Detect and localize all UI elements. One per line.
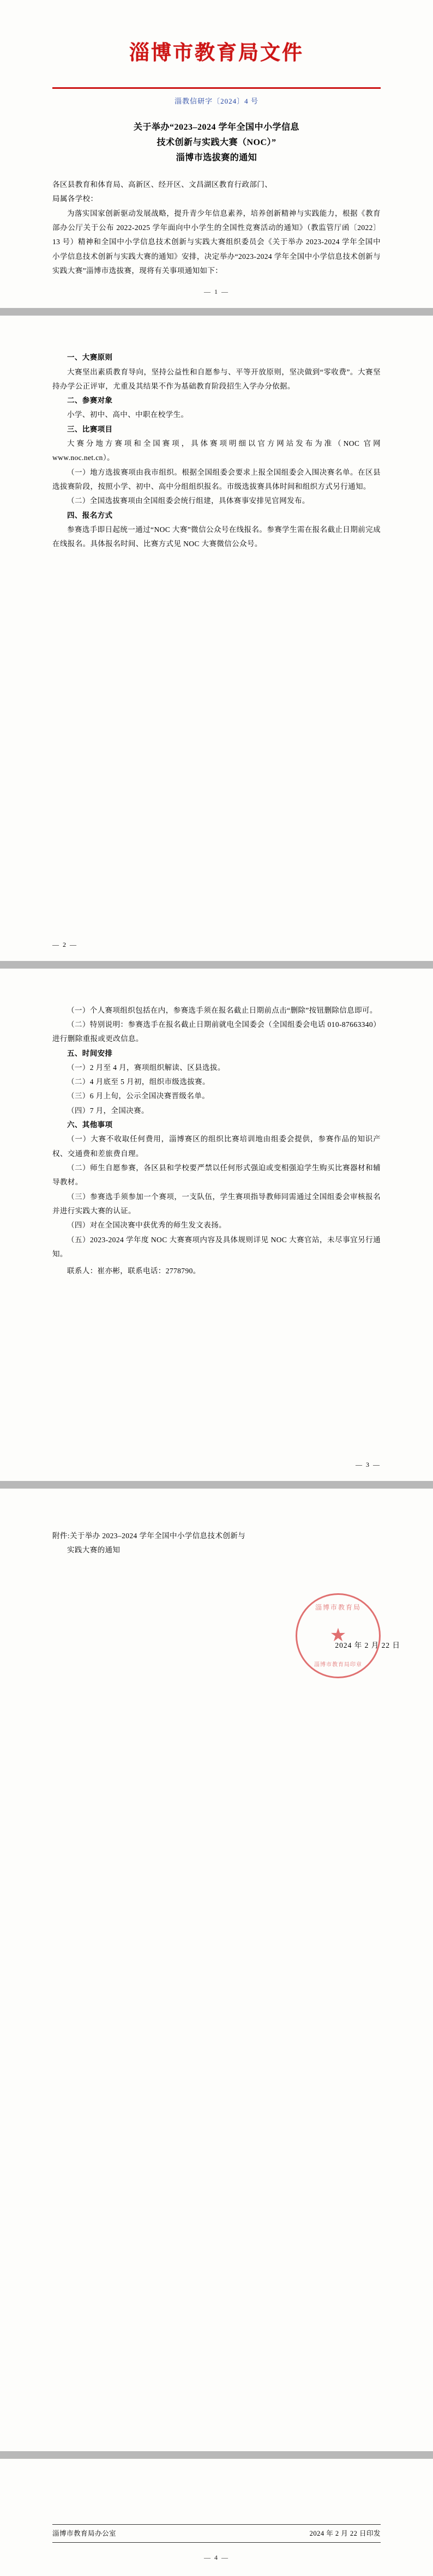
page-gap bbox=[0, 1481, 433, 1489]
signature-area bbox=[0, 1574, 433, 1688]
other-item-5: （五）2023-2024 学年度 NOC 大赛赛项内容及具体规则详见 NOC 大赛官站，未尽事宜另行通知。 bbox=[52, 1235, 381, 1258]
section-registration-p1: 参赛选手即日起统一通过“NOC 大赛”微信公众号在线报名。参赛学生需在报名截止日期前完成在线报名。具体报名时间、比赛方式见 NOC 大赛微信公众号。 bbox=[52, 525, 381, 548]
schedule-item-4: （四）7 月，全国决赛。 bbox=[67, 1106, 149, 1115]
recipient-line-1: 各区县教育和体育局、高新区、经开区、文昌湖区教育行政部门、 bbox=[52, 180, 273, 189]
page-title bbox=[52, 120, 381, 166]
recipient-line-2: 局属各学校： bbox=[52, 195, 98, 203]
page4-blank-space-2 bbox=[0, 2070, 433, 2451]
page-gap bbox=[0, 2451, 433, 2459]
attachment-block bbox=[52, 1529, 381, 1558]
page2-blank-space bbox=[0, 552, 433, 933]
seal-bottom-text: 淄博市教育局印章 bbox=[314, 1662, 362, 1668]
section-heading-events: 三、比赛项目 bbox=[67, 425, 113, 433]
schedule-item-3: （三）6 月上旬，公示全国决赛晋级名单。 bbox=[67, 1092, 210, 1100]
section-principles-p1: 大赛坚出素质教育导向，坚持公益性和自愿参与、平等开放原则，坚决做到“零收费”。大赛坚持办学公正评审，尤重及其结果不作为基础教育阶段招生入学办分依据。 bbox=[52, 367, 381, 390]
page4-blank-space bbox=[0, 1688, 433, 2070]
section-events-p1: 大赛分地方赛项和全国赛项，具体赛项明细以官方网站发布为准（NOC 官网 www.noc.net.cn）。 bbox=[52, 439, 381, 462]
page-number-1: — 1 — bbox=[204, 288, 229, 296]
schedule-item-1: （一）2 月至 4 月，赛项组织解读、区县选拔。 bbox=[67, 1063, 225, 1072]
title-line-1: 关于举办“2023–2024 学年全国中小学信息 bbox=[133, 123, 299, 132]
other-item-3: （三）参赛选手须参加一个赛项，一支队伍，学生赛项指导教师同需通过全国组委会审核报名并进行实践大赛的认证。 bbox=[52, 1192, 381, 1215]
section-heading-other: 六、其他事项 bbox=[67, 1121, 113, 1129]
section-participants-p1: 小学、初中、高中、中职在校学生。 bbox=[67, 410, 189, 419]
seal-top-text: 淄博市教育局 bbox=[315, 1604, 361, 1612]
contact-line: 联系人：崔亦彬，联系电话：2778790。 bbox=[67, 1267, 201, 1275]
page-number-3: — 3 — bbox=[356, 1460, 381, 1468]
attachment-line-2: 实践大赛的通知 bbox=[67, 1545, 121, 1554]
document-page-5 bbox=[0, 2459, 433, 2576]
title-line-2: 技术创新与实践大赛（NOC）” bbox=[157, 138, 276, 147]
page5-top-space bbox=[0, 2459, 433, 2524]
page3-lead-p2: （二）特别说明：参赛选手在报名截止日期前就电全国委会（全国组委会电话 010-87663340）进行删除重报或更改信息。 bbox=[52, 1020, 381, 1043]
section-events-p2: （一）地方选拔赛项由我市组织。根据全国组委会要求上报全国组委会入围决赛名单。在区县选拔赛阶段，按照小学、初中、高中分组组织报名。市级选拔赛具体时间和组织方式另行通知。 bbox=[52, 468, 381, 491]
document-header-title: 淄博市教育局文件 bbox=[129, 42, 304, 64]
section-heading-registration: 四、报名方式 bbox=[67, 511, 113, 519]
page-number-2: — 2 — bbox=[52, 940, 77, 948]
title-line-3: 淄博市选拔赛的通知 bbox=[176, 153, 257, 162]
signature-date: 2024 年 2 月 22 日 bbox=[335, 1641, 400, 1650]
header-red-rule bbox=[52, 87, 381, 89]
other-item-2: （二）师生自愿参赛，各区县和学校要严禁以任何形式强迫或变相强迫学生购买比赛器材和辅导教材。 bbox=[52, 1164, 381, 1187]
intro-paragraph: 为落实国家创新驱动发展战略，提升青少年信息素养，培养创新精神与实践能力，根据《教育部办公厅关于公布 2022-2025 学年面向中小学生的全国性竞赛活动的通知》（教监管厅函〔2022〕13 号）精神和全国中小学信息技术创新与实践大赛组织委员会《关于举办 2023-2024 学年全国中小学信息技术创新与实践大赛的通知》安排，决定举办“2023-2024 学年全国中小学信息技术创新与实践大赛”淄博市选拔赛，现将有关事项通知如下： bbox=[52, 209, 381, 275]
section-heading-principles: 一、大赛原则 bbox=[67, 353, 113, 362]
document-page-1 bbox=[0, 0, 433, 308]
page3-lead-p1: （一）个人赛项组织包括在内，参赛选手须在报名截止日期前点击“删除”按钮删除信息即可。 bbox=[67, 1006, 377, 1014]
footer-issuer: 淄博市教育局办公室 bbox=[52, 2530, 117, 2538]
page-gap bbox=[0, 961, 433, 969]
footer-row bbox=[52, 2525, 381, 2542]
document-page-4 bbox=[0, 1489, 433, 2452]
official-seal-icon bbox=[296, 1593, 381, 1678]
footer-print-date: 2024 年 2 月 22 日印发 bbox=[309, 2530, 381, 2538]
other-item-1: （一）大赛不收取任何费用，淄博赛区的组织比赛培训地由组委会提供，参赛作品的知识产权、交通费和差旅费自理。 bbox=[52, 1135, 381, 1158]
page-number-4: — 4 — bbox=[204, 2554, 229, 2562]
document-page-3 bbox=[0, 969, 433, 1481]
document-page-2 bbox=[0, 316, 433, 960]
page3-blank-space bbox=[0, 1279, 433, 1453]
section-heading-schedule: 五、时间安排 bbox=[67, 1049, 113, 1057]
section-heading-participants: 二、参赛对象 bbox=[67, 396, 113, 405]
section-events-p3: （二）全国选拔赛项由全国组委会统行组建，具体赛事安排见官网发布。 bbox=[67, 497, 310, 505]
document-number: 淄教信研字〔2024〕4 号 bbox=[175, 97, 258, 105]
attachment-line-1: 附件:关于举办 2023–2024 学年全国中小学信息技术创新与 bbox=[52, 1531, 246, 1540]
schedule-item-2: （二）4 月底至 5 月初，组织市级选拔赛。 bbox=[67, 1078, 210, 1086]
seal-star-icon: ★ bbox=[329, 1625, 347, 1646]
other-item-4: （四）对在全国决赛中获优秀的师生发文表扬。 bbox=[67, 1221, 226, 1230]
page-gap bbox=[0, 308, 433, 316]
